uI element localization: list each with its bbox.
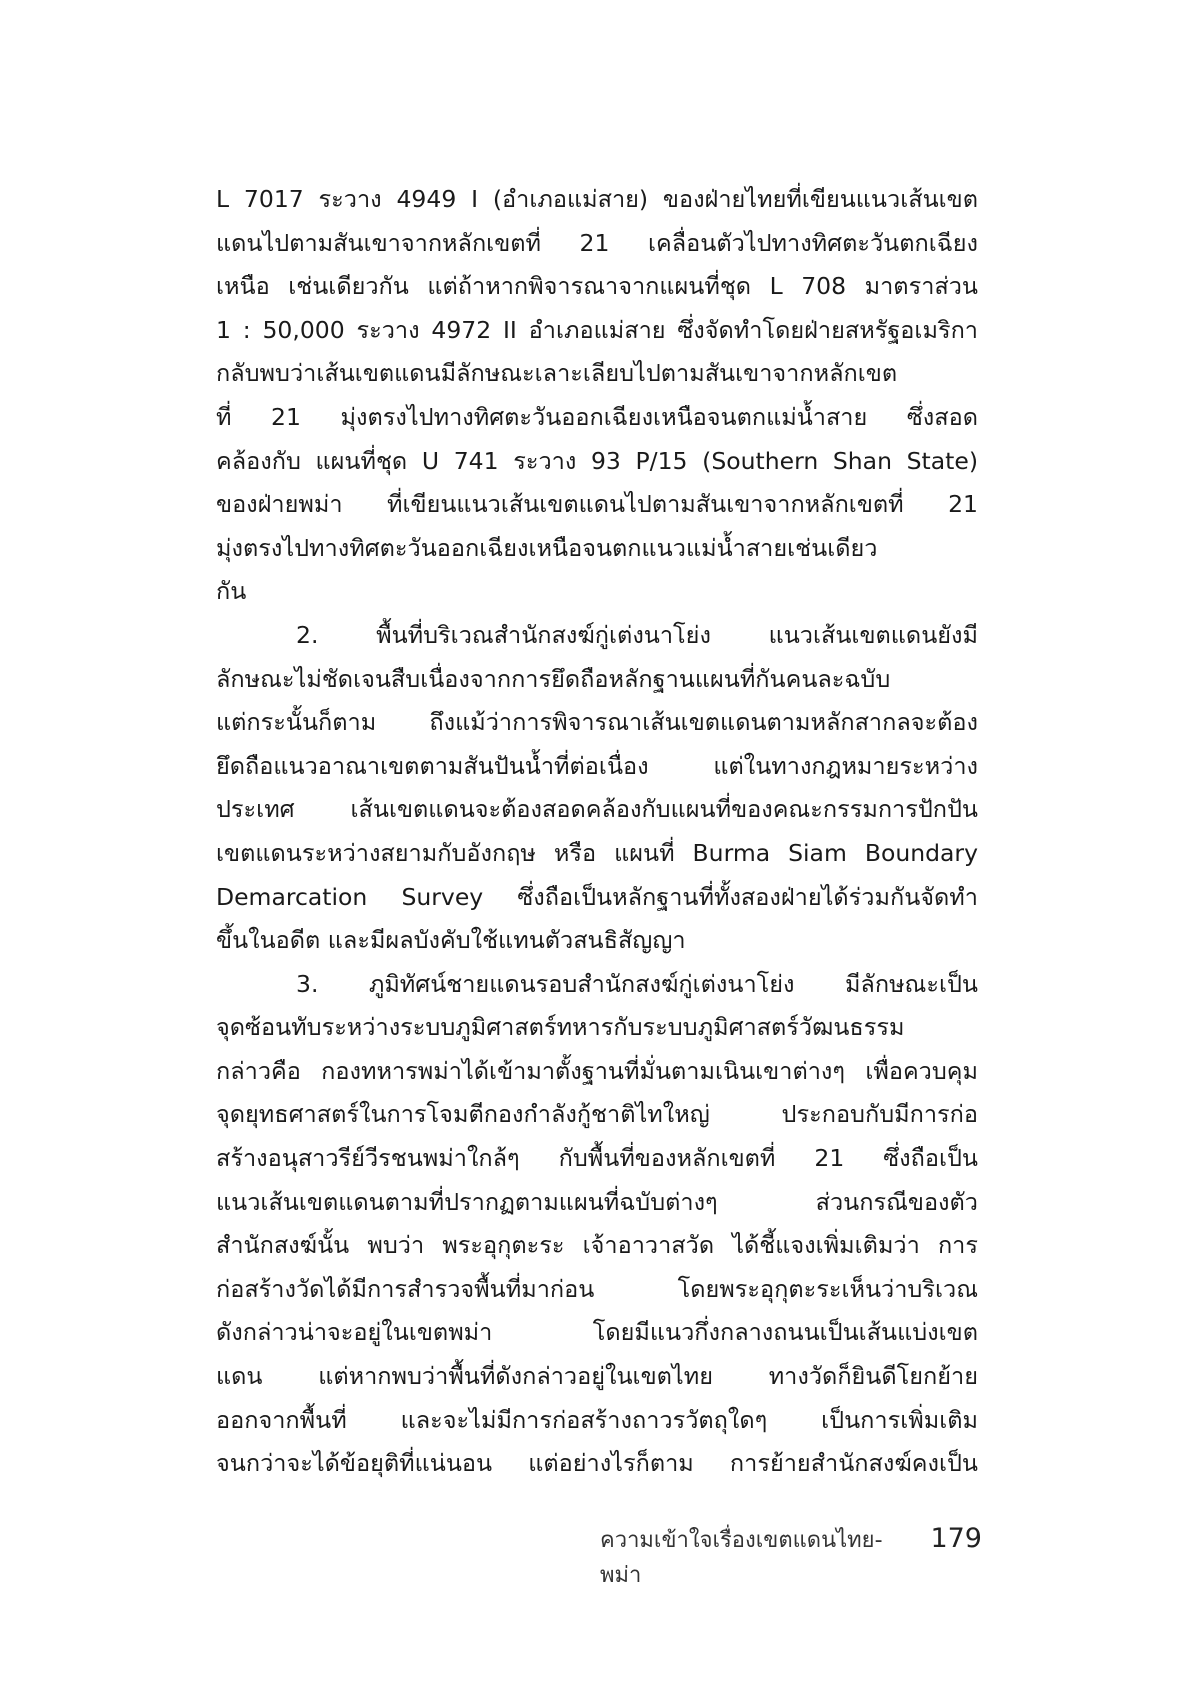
- text-line: ก่อสร้างวัดได้มีการสำรวจพื้นที่มาก่อน โดยพระอุกุตะระเห็นว่าบริเวณ: [216, 1274, 978, 1303]
- text-line: L 7017 ระวาง 4949 I (อำเภอแม่สาย) ของฝ่ายไทยที่เขียนแนวเส้นเขต: [216, 185, 978, 213]
- text-line: เขตแดนระหว่างสยามกับอังกฤษ หรือ แผนที่ Burma Siam Boundary: [216, 838, 978, 867]
- text-line: จุดยุทธศาสตร์ในการโจมตีกองกำลังกู้ชาติไทใหญ่ ประกอบกับมีการก่อ: [216, 1100, 978, 1129]
- text-line: แต่กระนั้นก็ตาม ถึงแม้ว่าการพิจารณาเส้นเขตแดนตามหลักสากลจะต้อง: [216, 708, 978, 737]
- text-line: แนวเส้นเขตแดนตามที่ปรากฏตามแผนที่ฉบับต่างๆ ส่วนกรณีของตัว: [216, 1187, 978, 1216]
- paragraph-2: [216, 614, 978, 963]
- text-line: จนกว่าจะได้ข้อยุติที่แน่นอน แต่อย่างไรก็ตาม การย้ายสำนักสงฆ์คงเป็น: [216, 1449, 978, 1478]
- text-line: ที่ 21 มุ่งตรงไปทางทิศตะวันออกเฉียงเหนือจนตกแม่น้ำสาย ซึ่งสอด: [216, 402, 978, 431]
- text-line: ลักษณะไม่ชัดเจนสืบเนื่องจากการยึดถือหลักฐานแผนที่กันคนละฉบับ: [216, 664, 891, 693]
- text-line: 1 : 50,000 ระวาง 4972 II อำเภอแม่สาย ซึ่งจัดทำโดยฝ่ายสหรัฐอเมริกา: [216, 315, 978, 344]
- text-line: 2. พื้นที่บริเวณสำนักสงฆ์กู่เต่งนาโย่ง แนวเส้นเขตแดนยังมี: [296, 620, 978, 649]
- text-line: คล้องกับ แผนที่ชุด U 741 ระวาง 93 P/15 (Southern Shan State): [216, 446, 978, 475]
- text-line: สร้างอนุสาวรีย์วีรชนพม่าใกล้ๆ กับพื้นที่ของหลักเขตที่ 21 ซึ่งถือเป็น: [216, 1144, 978, 1173]
- text-line: ของฝ่ายพม่า ที่เขียนแนวเส้นเขตแดนไปตามสันเขาจากหลักเขตที่ 21: [216, 490, 978, 519]
- text-line: เหนือ เช่นเดียวกัน แต่ถ้าหากพิจารณาจากแผนที่ชุด L 708 มาตราส่วน: [216, 272, 978, 301]
- text-line: ออกจากพื้นที่ และจะไม่มีการก่อสร้างถาวรวัตถุใดๆ เป็นการเพิ่มเติม: [216, 1405, 978, 1434]
- text-line: แดนไปตามสันเขาจากหลักเขตที่ 21 เคลื่อนตัวไปทางทิศตะวันตกเฉียง: [216, 228, 978, 257]
- text-line: จุดซ้อนทับระหว่างระบบภูมิศาสตร์ทหารกับระบบภูมิศาสตร์วัฒนธรรม: [216, 1013, 905, 1042]
- page-footer: [600, 1522, 982, 1588]
- page-number: 179: [930, 1523, 982, 1554]
- text-line: กลับพบว่าเส้นเขตแดนมีลักษณะเลาะเลียบไปตามสันเขาจากหลักเขต: [216, 359, 898, 388]
- text-line: แดน แต่หากพบว่าพื้นที่ดังกล่าวอยู่ในเขตไทย ทางวัดก็ยินดีโยกย้าย: [216, 1362, 978, 1391]
- text-line: ยึดถือแนวอาณาเขตตามสันปันน้ำที่ต่อเนื่อง แต่ในทางกฎหมายระหว่าง: [216, 751, 978, 780]
- running-title: ความเข้าใจเรื่องเขตแดนไทย-พม่า: [600, 1528, 883, 1588]
- paragraph-3: [216, 963, 978, 1486]
- text-line: กัน: [216, 577, 247, 606]
- text-line: ดังกล่าวน่าจะอยู่ในเขตพม่า โดยมีแนวกึ่งกลางถนนเป็นเส้นแบ่งเขต: [216, 1318, 978, 1347]
- text-line: กล่าวคือ กองทหารพม่าได้เข้ามาตั้งฐานที่มั่นตามเนินเขาต่างๆ เพื่อควบคุม: [216, 1056, 978, 1085]
- text-line: ขึ้นในอดีต และมีผลบังคับใช้แทนตัวสนธิสัญญา: [216, 926, 686, 955]
- text-line: Demarcation Survey ซึ่งถือเป็นหลักฐานที่ทั้งสองฝ่ายได้ร่วมกันจัดทำ: [216, 882, 978, 911]
- text-line: ประเทศ เส้นเขตแดนจะต้องสอดคล้องกับแผนที่ของคณะกรรมการปักปัน: [216, 795, 978, 824]
- text-line: 3. ภูมิทัศน์ชายแดนรอบสำนักสงฆ์กู่เต่งนาโย่ง มีลักษณะเป็น: [296, 969, 978, 998]
- text-line: สำนักสงฆ์นั้น พบว่า พระอุกุตะระ เจ้าอาวาสวัด ได้ชี้แจงเพิ่มเติมว่า การ: [216, 1231, 978, 1260]
- text-line: มุ่งตรงไปทางทิศตะวันออกเฉียงเหนือจนตกแนวแม่น้ำสายเช่นเดียว: [216, 533, 878, 562]
- page-body-text: [216, 178, 978, 1486]
- paragraph-1: [216, 178, 978, 614]
